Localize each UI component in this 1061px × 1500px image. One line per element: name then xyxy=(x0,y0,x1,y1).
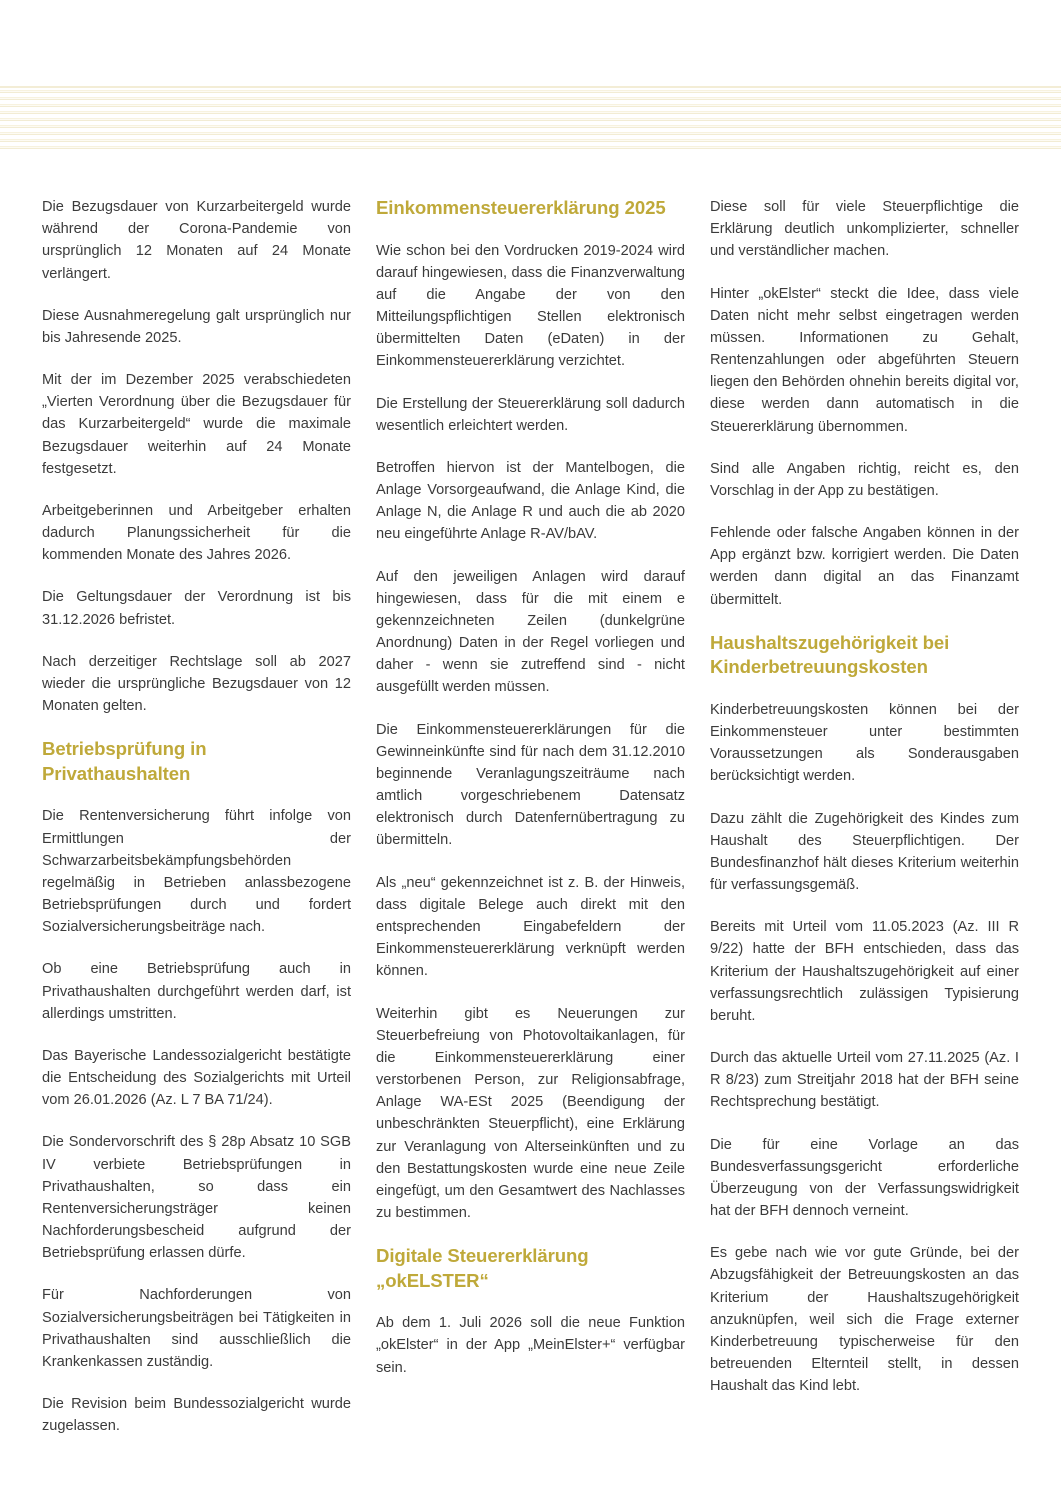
body-paragraph: Die Rentenversicherung führt infolge von Ermittlungen der Schwarzarbeitsbekämpfungsbehörden regelmäßig in Betrieben anlassbezogene Betriebsprüfungen durch und fordert Sozialversicherungsbeiträge nach. xyxy=(42,808,351,936)
body-paragraph: Auf den jeweiligen Anlagen wird darauf hingewiesen, dass für die mit einem e gekennzeichneten Zeilen (dunkelgrüne Anordnung) Daten in der Regel vorliegen und daher - wenn sie zutreffend sind - nicht ausgefüllt werden müssen. xyxy=(376,568,685,696)
body-paragraph: Fehlende oder falsche Angaben können in der App ergänzt bzw. korrigiert werden. Die Daten werden dann digital an das Finanzamt übermittelt. xyxy=(710,525,1019,608)
body-paragraph: Diese soll für viele Steuerpflichtige die Erklärung deutlich unkomplizierter, schneller und verständlicher machen. xyxy=(710,199,1019,260)
body-paragraph: Betroffen hiervon ist der Mantelbogen, die Anlage Vorsorgeaufwand, die Anlage Kind, die Anlage N, die Anlage R und auch die ab 2020 neu eingeführte Anlage R-AV/bAV. xyxy=(376,459,685,543)
body-paragraph: Wie schon bei den Vordrucken 2019-2024 wird darauf hingewiesen, dass die Finanzverwaltung auf die Angabe der von den Mitteilungspflichtigen Stellen elektronisch übermittelten Daten (eDaten) in der Einkommensteuererklärung verzichtet. xyxy=(376,242,685,370)
body-paragraph: Als „neu“ gekennzeichnet ist z. B. der Hinweis, dass digitale Belege auch direkt mit den entsprechenden Eingabefeldern der Einkommensteuererklärung verknüpft werden können. xyxy=(376,874,685,980)
body-paragraph: Hinter „okElster“ steckt die Idee, dass viele Daten nicht mehr selbst eingetragen werden müssen. Informationen zu Gehalt, Rentenzahlungen oder abgeführten Steuern liegen den Behörden ohnehin bereits digital vor, diese werden dann automatisch in die Steuererklärung übernommen. xyxy=(710,285,1019,435)
body-paragraph: Arbeitgeberinnen und Arbeitgeber erhalten dadurch Planungssicherheit für die kommenden Monate des Jahres 2026. xyxy=(42,502,351,564)
column-3 xyxy=(710,196,1019,1437)
column-2 xyxy=(376,196,685,1437)
body-paragraph: Bereits mit Urteil vom 11.05.2023 (Az. III R 9/22) hatte der BFH entschieden, dass das Kriterium der Haushaltszugehörigkeit auf einer verfassungsrechtlich zulässigen Typisierung beruht. xyxy=(710,919,1019,1024)
body-paragraph: Mit der im Dezember 2025 verabschiedeten „Vierten Verordnung über die Bezugsdauer für das Kurzarbeitergeld“ wurde die maximale Bezugsdauer weiterhin auf 24 Monate festgesetzt. xyxy=(42,372,351,477)
body-paragraph: Die für eine Vorlage an das Bundesverfassungsgericht erforderliche Überzeugung von der Verfassungswidrigkeit hat der BFH dennoch verneint. xyxy=(710,1136,1019,1220)
body-paragraph: Nach derzeitiger Rechtslage soll ab 2027 wieder die ursprüngliche Bezugsdauer von 12 Monaten gelten. xyxy=(42,653,351,715)
decorative-striped-header-band xyxy=(0,88,1061,151)
body-paragraph: Diese Ausnahmeregelung galt ursprünglich nur bis Jahresende 2025. xyxy=(42,307,351,346)
body-paragraph: Dazu zählt die Zugehörigkeit des Kindes zum Haushalt des Steuerpflichtigen. Der Bundesfinanzhof hält dieses Kriterium weiterhin für verfassungsgemäß. xyxy=(710,810,1019,894)
body-paragraph: Die Revision beim Bundessozialgericht wurde zugelassen. xyxy=(42,1396,351,1435)
body-paragraph: Das Bayerische Landessozialgericht bestätigte die Entscheidung des Sozialgerichts mit Urteil vom 26.01.2026 (Az. L 7 BA 71/24). xyxy=(42,1047,351,1109)
column-1 xyxy=(42,196,351,1437)
section-heading: Betriebsprüfung in Privathaushalten xyxy=(42,738,207,784)
body-paragraph: Die Einkommensteuererklärungen für die Gewinneinkünfte sind für nach dem 31.12.2010 beginnende Veranlagungszeiträume nach amtlich vorgeschriebenem Datensatz elektronisch durch Datenfernübertragung zu übermitteln. xyxy=(376,721,685,849)
body-paragraph: Ab dem 1. Juli 2026 soll die neue Funktion „okElster“ in der App „MeinElster+“ verfügbar sein. xyxy=(376,1315,685,1376)
body-paragraph: Sind alle Angaben richtig, reicht es, den Vorschlag in der App zu bestätigen. xyxy=(710,460,1019,499)
section-heading: Einkommensteuererklärung 2025 xyxy=(376,197,666,218)
body-paragraph: Weiterhin gibt es Neuerungen zur Steuerbefreiung von Photovoltaikanlagen, für die Einkommensteuererklärung einer verstorbenen Person, zur Religionsabfrage, Anlage WA-ESt 2025 (Beendigung der unbeschränkten Steuerpflicht), eine Erklärung zur Veranlagung von Alterseinkünften und zu den Bestattungskosten wurde eine neue Zeile eingefügt, um den Gesamtwert des Nachlasses zu bestimmen. xyxy=(376,1005,685,1222)
body-paragraph: Für Nachforderungen von Sozialversicherungsbeiträgen bei Tätigkeiten in Privathaushalten sind ausschließlich die Krankenkassen zuständig. xyxy=(42,1287,351,1370)
body-paragraph: Die Geltungsdauer der Verordnung ist bis 31.12.2026 befristet. xyxy=(42,589,351,628)
body-paragraph: Die Erstellung der Steuererklärung soll dadurch wesentlich erleichtert werden. xyxy=(376,395,685,434)
body-paragraph: Durch das aktuelle Urteil vom 27.11.2025 (Az. I R 8/23) zum Streitjahr 2018 hat der BFH seine Rechtsprechung bestätigt. xyxy=(710,1050,1019,1111)
section-heading: Digitale Steuererklärung „okELSTER“ xyxy=(376,1245,589,1291)
section-heading: Haushaltszugehörigkeit bei Kinderbetreuungskosten xyxy=(710,631,950,678)
body-paragraph: Es gebe nach wie vor gute Gründe, bei der Abzugsfähigkeit der Betreuungskosten an das Kriterium der Haushaltszugehörigkeit anzuknüpfen, weil sich die Frage externer Kinderbetreuung typischerweise für den betreuenden Elternteil stellt, in dessen Haushalt das Kind lebt. xyxy=(710,1245,1019,1395)
body-paragraph: Kinderbetreuungskosten können bei der Einkommensteuer unter bestimmten Voraussetzungen als Sonderausgaben berücksichtigt werden. xyxy=(710,701,1019,785)
body-paragraph: Ob eine Betriebsprüfung auch in Privathaushalten durchgeführt werden darf, ist allerdings umstritten. xyxy=(42,961,351,1022)
body-paragraph: Die Bezugsdauer von Kurzarbeitergeld wurde während der Corona-Pandemie von ursprünglich 12 Monaten auf 24 Monate verlängert. xyxy=(42,199,351,282)
body-paragraph: Die Sondervorschrift des § 28p Absatz 10 SGB IV verbiete Betriebsprüfungen in Privathaushalten, so dass ein Rentenversicherungsträger keinen Nachforderungsbescheid aufgrund der Betriebsprüfung erlassen dürfe. xyxy=(42,1134,351,1262)
article-columns xyxy=(42,196,1020,1437)
